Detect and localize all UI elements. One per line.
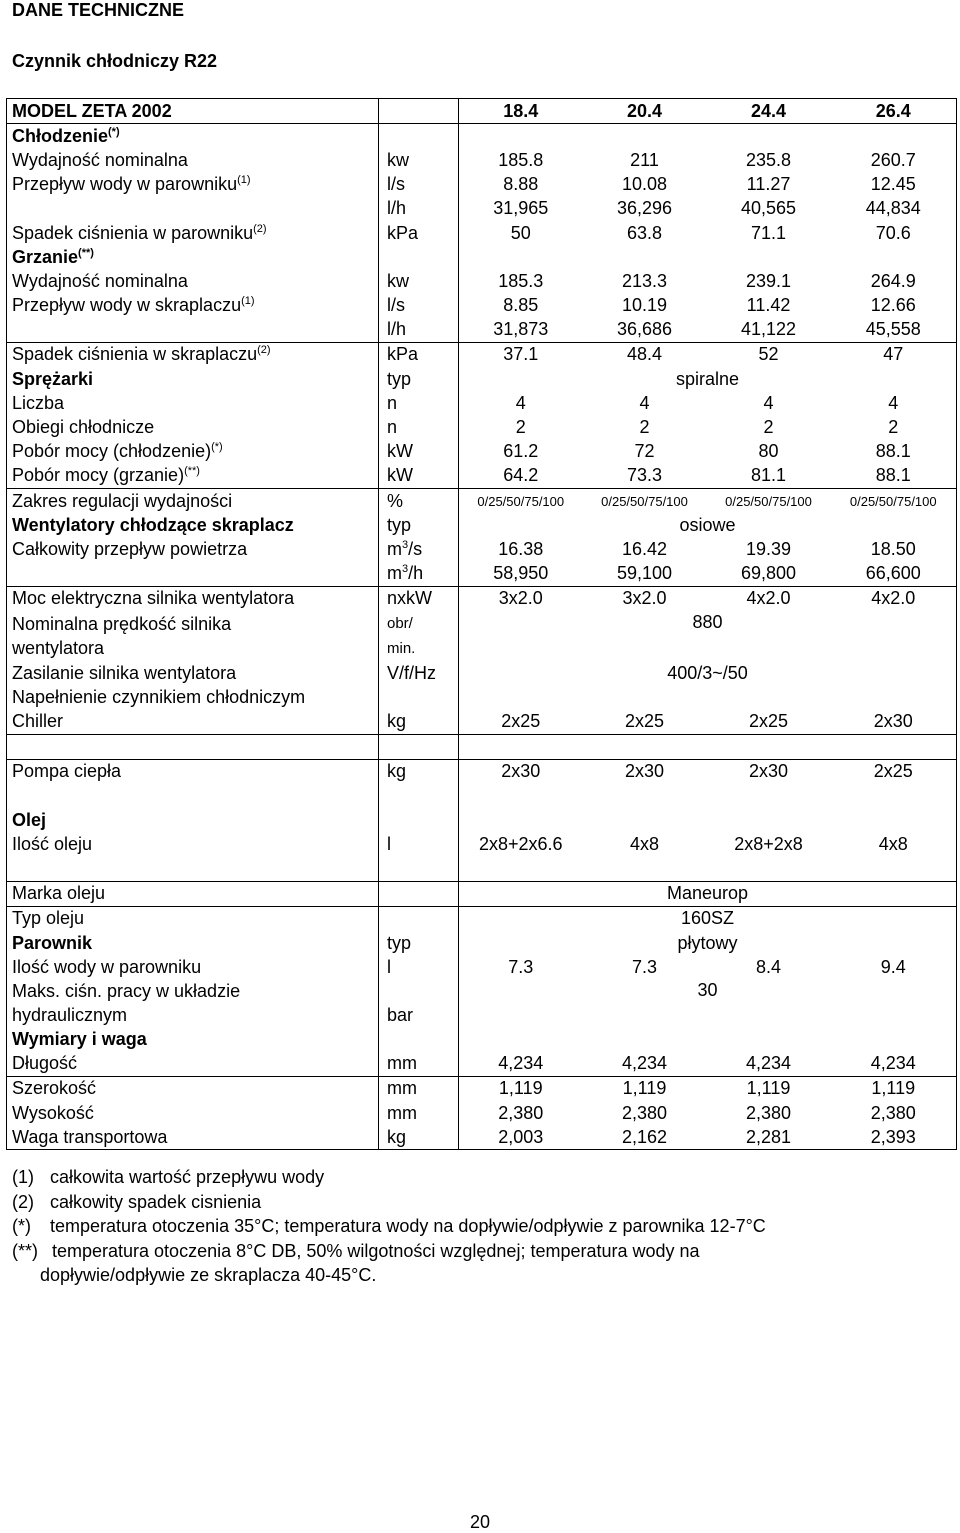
row-label: Ilość wody w parowniku [7,955,379,979]
row-unit: kW [379,440,459,464]
row-value: 4 [639,392,650,413]
section-heading: Sprężarki [7,367,379,391]
table-row [7,464,957,489]
row-value: 1,119 [622,1078,667,1099]
refrigerant-subtitle: Czynnik chłodniczy R22 [12,51,218,71]
row-value: 4,234 [459,1052,583,1077]
row-label: Wysokość [7,1101,379,1125]
row-value: 239.1 [745,270,792,291]
table-row [7,99,957,124]
row-label: Zasilanie silnika wentylatora [7,661,379,685]
row-value: 2x30 [501,761,541,782]
row-label: Pompa ciepła [7,759,379,784]
row-value: 2x30 [748,761,789,782]
footnote [12,1165,942,1190]
table-row [7,734,957,759]
row-label: Szerokość [7,1076,379,1101]
footnote-ref: (**) [78,246,94,259]
row-value: 0/25/50/75/100 [601,493,688,509]
row-value: 1,119 [746,1078,791,1099]
row-value: 4 [763,392,774,413]
model-column-header: 20.4 [583,99,707,124]
row-value: 2,162 [621,1126,668,1147]
row-value: 211 [630,149,659,170]
row-unit: n [379,391,459,415]
footnote-text: temperatura otoczenia 35°C; temperatura wody na dopływie/odpływie z parownika 12-7°C [50,1216,766,1236]
row-value: 0/25/50/75/100 [849,493,937,509]
footnote-ref: (2) [253,222,267,235]
footnote-ref: 3 [402,538,409,551]
row-value: 8.88 [503,174,539,195]
table-row [7,513,957,537]
row-value: 48.4 [626,344,663,365]
row-unit: kW [379,464,459,489]
table-row [7,759,957,784]
footnote-ref: (**) [184,465,200,478]
row-label: Obiegi chłodnicze [7,415,379,439]
row-label: Nominalna prędkość silnika wentylatora [7,611,379,661]
row-value: 16.38 [498,538,544,559]
row-unit: l/s [379,173,459,197]
row-label: Marka oleju [7,881,379,906]
row-label: Pobór mocy (grzanie)(**) [7,464,379,489]
row-value: 61.2 [503,441,539,462]
row-value: 10.19 [621,295,668,316]
row-value: 11.42 [746,295,791,316]
row-label: Zakres regulacji wydajności [7,489,379,514]
row-unit: kPa [379,221,459,245]
row-label [7,562,379,587]
table-row [7,709,957,734]
row-label: Moc elektryczna silnika wentylatora [7,586,379,611]
row-value: 10.08 [621,174,668,195]
row-value: 69,800 [707,562,831,587]
row-value: 8.4 [755,956,782,977]
row-unit: kg [379,759,459,784]
row-value: 2 [639,417,650,438]
table-row [7,342,957,367]
row-unit: typ [379,931,459,955]
row-unit: l/h [379,318,459,343]
table-row [7,906,957,931]
table-row [7,586,957,611]
row-label: Pobór mocy (chłodzenie)(*) [7,440,379,464]
page-number: 20 [469,1512,491,1532]
row-value: 4 [888,392,899,413]
row-unit: $m^3/s$ [379,537,459,561]
row-value: 4x2.0 [746,588,791,609]
row-label: Długość [7,1052,379,1077]
row-value: 880 [692,611,723,632]
row-value: 4x8 [629,833,660,854]
row-label: Ilość oleju [7,832,379,856]
row-value: 2 [763,417,774,438]
footnote-ref: (*) [108,125,120,138]
section-heading: Wentylatory chłodzące skraplacz [7,513,379,537]
table-row [7,391,957,415]
row-unit: mm [379,1076,459,1101]
row-value: 2,380 [498,1102,544,1123]
section-heading: Parownik [7,931,379,955]
footnote-mark: (*) [12,1216,31,1236]
row-label: Typ oleju [7,906,379,931]
row-value: 2x8+2x6.6 [478,833,563,854]
row-value: 52 [758,344,779,365]
row-value: 2,281 [745,1126,792,1147]
row-value: 4,234 [583,1052,707,1077]
row-value: 0/25/50/75/100 [477,493,565,509]
row-value: 58,950 [459,562,583,587]
table-row [7,367,957,391]
table-row [7,562,957,587]
table-row [7,318,957,343]
row-value: płytowy [677,932,738,953]
row-value: 50 [510,222,531,243]
row-value: 63.8 [626,222,663,243]
table-row [7,124,957,149]
row-unit: V/f/Hz [379,661,459,685]
row-label: Maks. ciśn. pracy w układzie hydraulicznym [7,979,379,1027]
row-unit: typ [379,367,459,391]
row-value: 160SZ [680,908,735,929]
row-value: 16.42 [621,538,668,559]
spec-table [6,98,957,1150]
table-row [7,440,957,464]
row-value: 37.1 [503,344,539,365]
table-row [7,1125,957,1150]
row-unit: $m^3/h$ [379,562,459,587]
row-value: 12.45 [870,174,916,195]
row-unit: bar [379,979,459,1027]
row-unit: nxkW [379,586,459,611]
footnote-ref: (*) [211,441,223,454]
row-unit [379,906,459,931]
model-column-header: 18.4 [459,99,583,124]
footnote-mark: (**) [12,1240,38,1261]
row-unit: l [379,955,459,979]
row-value: 64.2 [459,464,583,489]
row-value: 4,234 [707,1052,831,1077]
row-value: 11.27 [746,174,791,195]
footnote-continuation: dopływie/odpływie ze skraplacza 40-45°C. [40,1265,377,1285]
row-unit: typ [379,513,459,537]
table-row [7,955,957,979]
row-value: 1,119 [498,1078,543,1099]
model-column-header: 24.4 [707,99,831,124]
table-row [7,148,957,172]
footnote-text: całkowity spadek cisnienia [50,1191,262,1212]
row-unit: l [379,832,459,856]
model-column-header: 26.4 [831,99,957,124]
table-row [7,1076,957,1101]
row-value: 213.3 [621,270,668,291]
row-value: 2 [888,417,899,438]
footnote-mark: (2) [12,1191,34,1212]
row-value: 31,965 [493,198,549,219]
row-value: 2x25 [873,761,913,782]
row-value: 2x30 [831,709,957,734]
row-value: 185.8 [498,149,544,170]
row-value: 36,686 [583,318,707,343]
footnote [12,1190,942,1215]
table-row [7,1052,957,1077]
row-value: 1,119 [871,1078,916,1099]
row-value: 71.1 [750,222,787,243]
row-value: 235.8 [745,149,792,170]
row-unit: % [379,489,459,514]
section-heading: Chłodzenie(*) [7,124,379,149]
table-row [7,294,957,318]
row-value: 3x2.0 [498,588,543,609]
row-label [7,197,379,221]
footnote-ref: 3 [402,563,409,576]
row-value: 12.66 [870,295,916,316]
row-value: 40,565 [740,198,797,219]
table-row [7,415,957,439]
row-value: spiralne [675,368,740,389]
row-unit: mm [379,1052,459,1077]
row-value: 4 [515,392,526,413]
row-label: Liczba [7,391,379,415]
row-value: 59,100 [583,562,707,587]
table-row [7,173,957,197]
table-row [7,489,957,514]
table-row [7,1027,957,1051]
row-unit: l/s [379,294,459,318]
row-value: 2x25 [707,709,831,734]
row-value: 7.3 [631,956,658,977]
row-unit: l/h [379,197,459,221]
table-row [7,685,957,709]
row-value: 30 [697,980,718,1001]
row-value: 400/3~/50 [667,662,748,683]
row-value: 2,380 [621,1102,668,1123]
row-unit: kPa [379,342,459,367]
row-label: Waga transportowa [7,1125,379,1150]
row-value: 70.6 [875,222,911,243]
row-value: 2x30 [624,761,665,782]
row-value: 4x8 [878,833,908,854]
row-value: 18.50 [870,538,916,559]
row-value: 47 [883,344,904,365]
row-unit: kw [379,269,459,293]
table-row [7,221,957,245]
table-row [7,537,957,561]
row-value: 2,393 [870,1126,916,1147]
table-row [7,931,957,955]
row-label: Przepływ wody w parowniku$^{(1)}$ [7,173,379,197]
row-value: osiowe [679,514,736,535]
footnote [12,1214,942,1239]
row-label: Wydajność nominalna [7,148,379,172]
row-value: 73.3 [583,464,707,489]
table-row [7,784,957,808]
row-value: 31,873 [459,318,583,343]
footnote [12,1239,942,1264]
row-value: 264.9 [870,270,916,291]
row-value: 2 [515,417,526,438]
row-label [7,318,379,343]
row-label: Spadek ciśnienia w parowniku$^{(2)}$ [7,221,379,245]
table-row [7,197,957,221]
row-value: 4x2.0 [871,588,916,609]
row-value: 88.1 [875,441,911,462]
row-label: Napełnienie czynnikiem chłodniczym [7,685,379,709]
section-heading: Grzanie(**) [7,245,379,269]
row-value: 66,600 [831,562,957,587]
row-value: 81.1 [707,464,831,489]
row-value: 185.3 [498,270,544,291]
row-unit: kg [379,1125,459,1150]
row-value: 2x8+2x8 [734,833,803,854]
table-row [7,245,957,269]
page-title: DANE TECHNICZNE [12,0,185,20]
section-heading: Wymiary i waga [7,1027,379,1051]
footnote-ref: (2) [257,344,271,357]
row-value: 2,003 [498,1126,544,1147]
row-value: 88.1 [831,464,957,489]
row-value: 45,558 [831,318,957,343]
table-row [7,661,957,685]
row-unit [379,881,459,906]
row-label: Chiller [7,709,379,734]
row-label: Przepływ wody w skraplaczu$^{(1)}$ [7,294,379,318]
row-value: 41,122 [707,318,831,343]
row-value: 9.4 [880,956,906,977]
row-value: 36,296 [616,198,673,219]
model-header: MODEL ZETA 2002 [7,99,379,124]
row-value: Maneurop [459,881,957,906]
table-row [7,808,957,832]
row-value: 4,234 [831,1052,957,1077]
row-value: 72 [634,441,655,462]
row-value: 2x25 [583,709,707,734]
row-value: 19.39 [745,538,792,559]
row-value: 0/25/50/75/100 [725,493,812,509]
row-unit: kw [379,148,459,172]
row-value: 7.3 [508,956,534,977]
row-value: 260.7 [870,149,916,170]
table-row [7,269,957,293]
row-value: 2,380 [745,1102,792,1123]
row-label: Wydajność nominalna [7,269,379,293]
footnotes [12,1165,942,1288]
footnote-text: temperatura otoczenia 8°C DB, 50% wilgotności względnej; temperatura wody na [52,1240,700,1261]
footnote-ref: (1) [237,174,251,187]
footnote-ref: (1) [241,295,255,308]
table-row [7,611,957,661]
table-row [7,832,957,856]
footnote-mark: (1) [12,1167,34,1187]
section-heading: Olej [7,808,379,832]
table-row [7,881,957,906]
row-label: Spadek ciśnienia w skraplaczu$^{(2)}$ [7,342,379,367]
row-label: Całkowity przepływ powietrza [7,537,379,561]
table-row [7,856,957,881]
row-value: 2,380 [870,1102,916,1123]
row-value: 2x25 [459,709,583,734]
table-row [7,1101,957,1125]
row-value: 44,834 [865,198,921,219]
row-unit: mm [379,1101,459,1125]
row-unit: n [379,415,459,439]
row-unit: kg [379,709,459,734]
row-value: 80 [758,441,779,462]
row-value: 3x2.0 [622,588,667,609]
table-row [7,979,957,1027]
row-value: 8.85 [503,295,539,316]
footnote-text: całkowita wartość przepływu wody [50,1167,325,1187]
row-unit: obr/ min. [379,611,459,661]
